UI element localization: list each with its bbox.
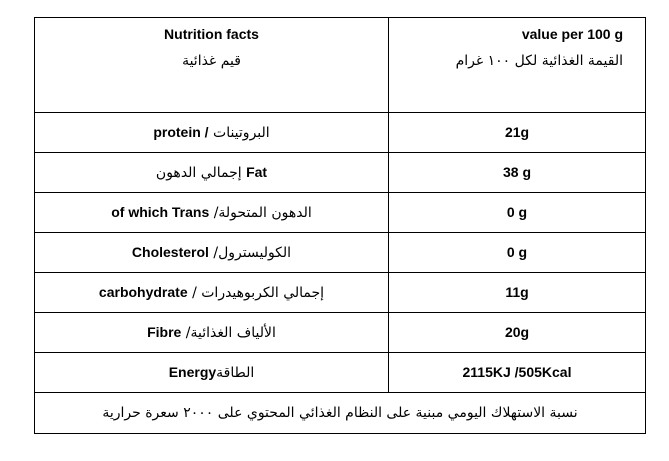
header-label-cell — [35, 18, 389, 113]
nutrient-label-en: Fibre — [147, 323, 182, 340]
table-row — [35, 353, 646, 393]
table-row — [35, 113, 646, 153]
nutrient-label-cell — [35, 153, 389, 193]
nutrient-value-cell — [389, 233, 646, 273]
header-value-cell — [389, 18, 646, 113]
nutrient-label-ar: الطاقة — [216, 364, 255, 381]
nutrient-label-cell — [35, 193, 389, 233]
daily-intake-note: نسبة الاستهلاك اليومي مبنية على النظام الغذائي المحتوي على ٢٠٠٠ سعرة حرارية — [102, 404, 578, 421]
nutrient-label-cell — [35, 233, 389, 273]
nutrient-label-cell — [35, 273, 389, 313]
table-row — [35, 153, 646, 193]
table-row — [35, 193, 646, 233]
nutrient-value: 21g — [504, 123, 530, 140]
header-value-en: value per 100 g — [521, 26, 623, 42]
table-row — [35, 313, 646, 353]
nutrient-label-ar: الدهون المتحولة/ — [213, 204, 312, 221]
nutrient-value-cell — [389, 273, 646, 313]
nutrient-label-en: Fat — [246, 163, 268, 180]
nutrient-value: 11g — [505, 283, 529, 300]
table-row — [35, 273, 646, 313]
nutrient-value-cell — [389, 153, 646, 193]
nutrient-label-en: of which Trans — [111, 203, 210, 220]
header-value-ar: القيمة الغذائية لكل ١٠٠ غرام — [455, 53, 623, 69]
nutrient-label-ar: البروتينات — [213, 124, 270, 141]
nutrient-label-cell — [35, 353, 389, 393]
nutrient-label-cell — [35, 313, 389, 353]
nutrient-label-ar: إجمالي الدهون — [155, 164, 242, 181]
footer-cell — [35, 393, 646, 434]
nutrient-label-ar: الألياف الغذائية/ — [185, 324, 276, 341]
nutrient-value: 38 g — [502, 163, 531, 180]
footer-row — [35, 393, 646, 434]
nutrient-value: 20g — [504, 323, 530, 340]
nutrient-value-cell — [389, 353, 646, 393]
nutrient-value-cell — [389, 313, 646, 353]
nutrient-label-en: Energy — [168, 363, 217, 380]
header-label-en: Nutrition facts — [164, 26, 259, 42]
nutrient-value: 0 g — [506, 243, 528, 260]
nutrient-label-cell — [35, 113, 389, 153]
nutrition-facts-table — [34, 17, 646, 434]
nutrient-value-cell — [389, 113, 646, 153]
nutrient-value: 0 g — [506, 203, 528, 220]
nutrient-label-en: carbohydrate — [98, 283, 188, 300]
nutrient-value: 2115KJ /505Kcal — [462, 363, 572, 380]
nutrient-value-cell — [389, 193, 646, 233]
nutrient-label-ar: الكوليسترول/ — [213, 244, 292, 261]
header-label-ar: قيم غذائية — [182, 53, 241, 69]
nutrient-label-ar: إجمالي الكربوهيدرات / — [192, 284, 325, 301]
nutrient-label-en: Cholesterol — [131, 243, 209, 260]
nutrient-label-en: protein / — [153, 123, 209, 140]
table-row — [35, 233, 646, 273]
header-row — [35, 18, 646, 113]
